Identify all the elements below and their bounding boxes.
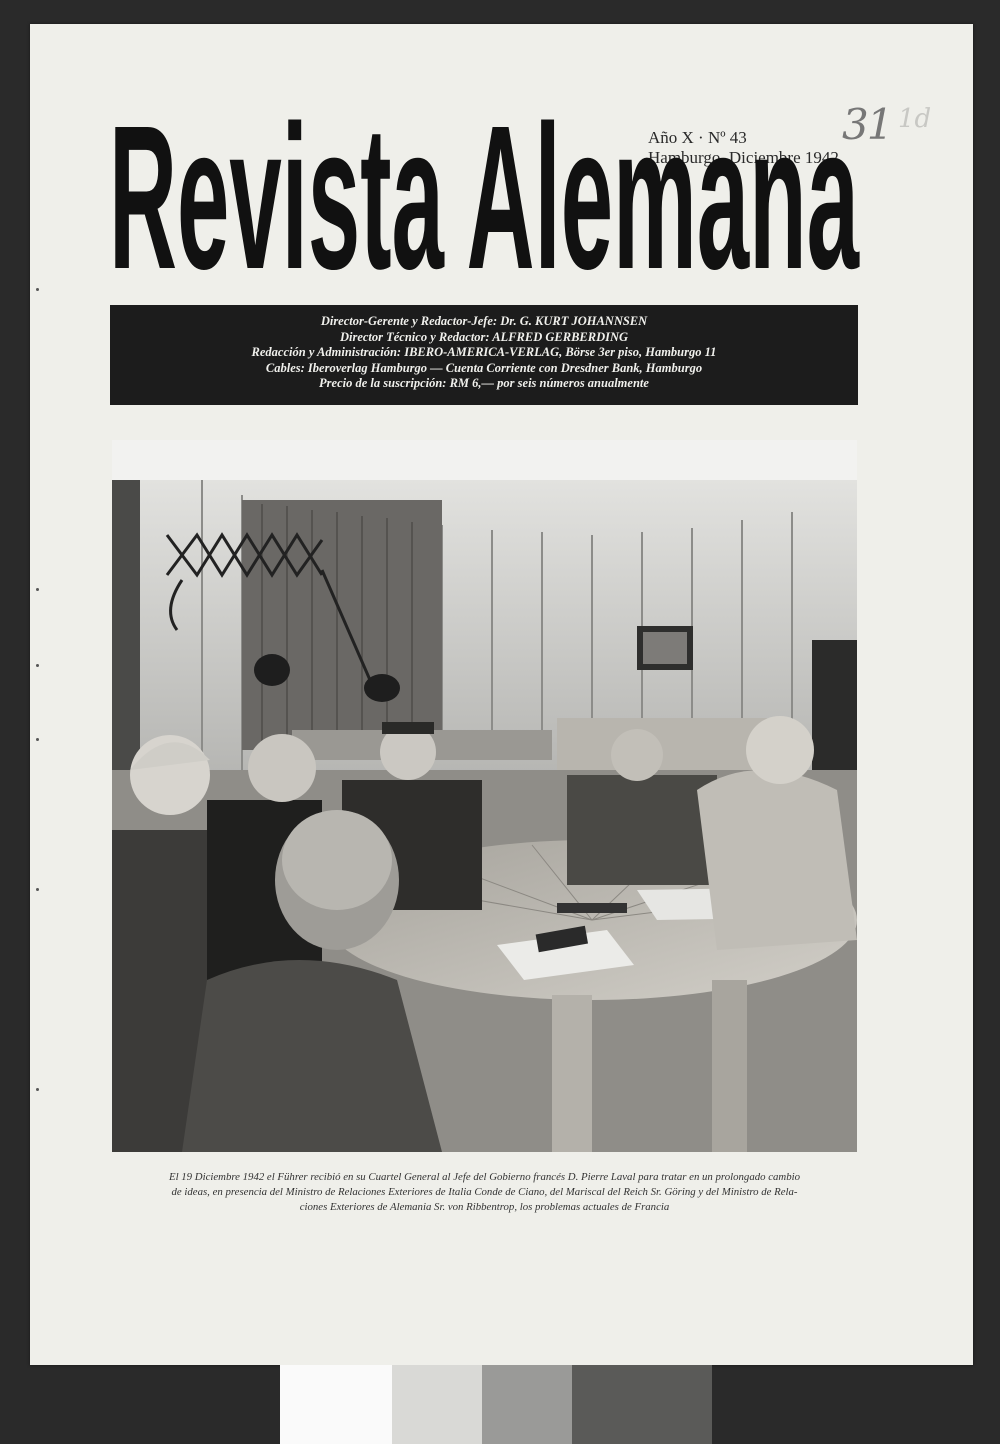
caption-line-2: de ideas, en presencia del Ministro de Relaciones Exteriores de Italia Conde de Ciano, del Mariscal del Reich Sr. Göring y del Ministro de Rela- [171,1186,798,1198]
staff-line-cables: Cables: Iberoverlag Hamburgo — Cuenta Corriente con Dresdner Bank, Hamburgo [265,360,703,375]
caption-line-3: ciones Exteriores de Alemania Sr. von Ribbentrop, los problemas actuales de Francia [299,1201,670,1213]
issue-number: Año X · Nº 43 [648,128,747,147]
calibration-strip-white [280,1365,392,1444]
meeting-photograph [112,440,857,1152]
margin-mark [36,588,39,591]
margin-mark [36,288,39,291]
staff-box [110,305,858,405]
staff-line-director: Director-Gerente y Redactor-Jefe: Dr. G. KURT JOHANNSEN [320,314,648,328]
photo-caption [112,1170,857,1215]
margin-mark [36,1088,39,1091]
magazine-page [30,24,973,1365]
calibration-strip-mid [482,1365,572,1444]
masthead-text: Revista Alemana [109,118,860,282]
calibration-strip-light [392,1365,482,1444]
issue-date: Hamburgo, Diciembre 1942 [648,148,839,167]
masthead-title [108,118,860,282]
staff-line-administration: Redacción y Administración: IBERO-AMERICA-VERLAG, Börse 3er piso, Hamburgo 11 [251,345,717,360]
margin-mark [36,664,39,667]
staff-line-technical: Director Técnico y Redactor: ALFRED GERBERDING [339,329,629,344]
archive-number: 31 [842,100,892,149]
staff-line-price: Precio de la suscripción: RM 6,— por seis números anualmente [319,376,649,391]
margin-mark [36,888,39,891]
archive-mark-faint: 1d [898,104,932,134]
caption-line-1: El 19 Diciembre 1942 el Führer recibió en su Cuartel General al Jefe del Gobierno francés D. Pierre Laval para tratar en un prolongado cambio [168,1171,801,1183]
margin-mark [36,738,39,741]
calibration-strip-dark [572,1365,712,1444]
